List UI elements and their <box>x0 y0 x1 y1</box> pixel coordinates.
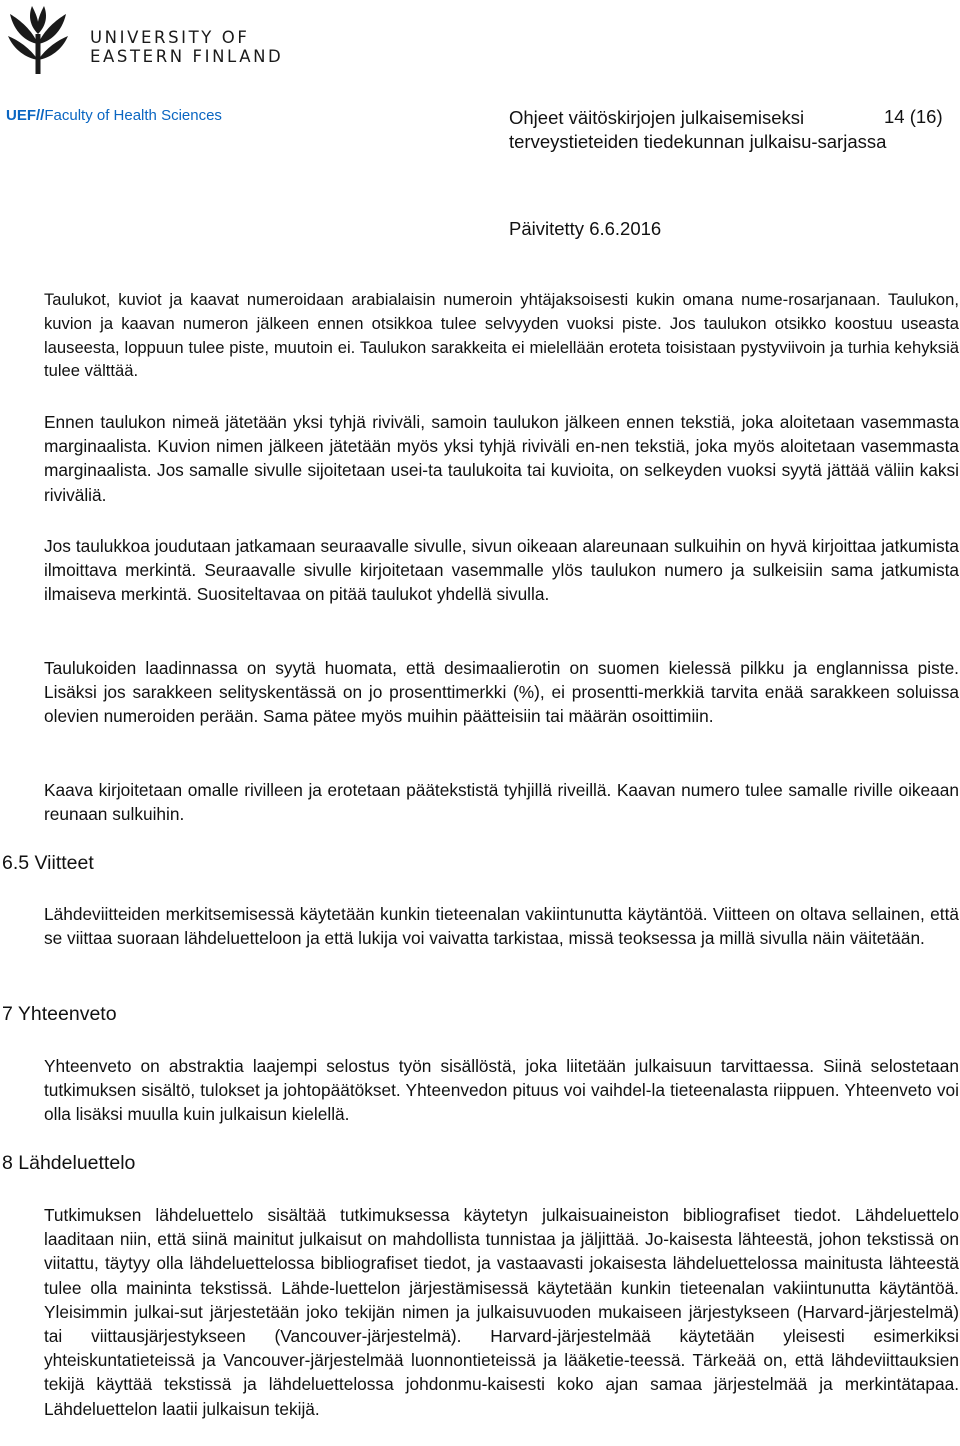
university-name-line1: UNIVERSITY OF <box>90 28 250 47</box>
section-heading-yhteenveto: 7 Yhteenveto <box>2 1003 117 1025</box>
paragraph-table-spacing: Ennen taulukon nimeä jätetään yksi tyhjä riviväli, samoin taulukon jälkeen ennen tekstiä, joka aloitetaan vasemmasta marginaalista. Kuvion nimen jälkeen jätetään myös yksi tyhjä riviväli en-nen tekstiä, joka myös aloitetaan vasemmasta marginaalista. Jos samalle sivulle sijoitetaan usei-ta taulukoita tai kuvioita, on selkeyden vuoksi syytä jättää väliin kaksi riviväliä. <box>44 412 959 505</box>
page-number: 14 (16) <box>884 106 943 127</box>
faculty-name: Faculty of Health Sciences <box>44 107 222 124</box>
document-title: Ohjeet väitöskirjojen julkaisemiseksi terveystieteiden tiedekunnan julkaisu-sarjassa <box>509 107 887 152</box>
faculty-uef-prefix: UEF// <box>6 107 45 124</box>
paragraph-formula: Kaava kirjoitetaan omalle rivilleen ja erotetaan päätekstistä tyhjillä riveillä. Kaavan numero tulee samalle riville oikeaan reunaan sulkuihin. <box>44 780 959 825</box>
faculty-label <box>6 107 222 124</box>
paragraph-bibliography: Tutkimuksen lähdeluettelo sisältää tutkimuksessa käytetyn julkaisuaineiston bibliografiset tiedot. Lähdeluettelo laaditaan niin, että siinä mainitut julkaisut on mahdollista tunnistaa ja jäljittää. Jo-kaisesta lähteestä, johon tekstissä on viitattu, täytyy olla lähdeluettelossa bibliografiset tiedot, ja vastaavasti jokaisesta lähdeluettelossa mainitusta lähteestä tulee olla maininta tekstissä. Lähde-luettelon järjestämisessä käytetään kunkin tieteenalan vakiintunutta käytäntöä. Yleisimmin julkai-sut järjestetään joko tekijän nimen ja julkaisuvuoden mukaiseen järjestykseen (Harvard-järjestelmä) tai viittausjärjestykseen (Vancouver-järjestelmä). Harvard-järjestelmää käytetään yleisesti esimerkiksi yhteiskuntatieteissä ja Vancouver-järjestelmää luonnontieteissä ja lääketie-teessä. Tärkeää on, että lähdeviittauksien tekijä käyttää tekstissä ja lähdeluettelossa johdonmu-kaisesti koko ajan samaa järjestelmää ja merkintätapaa. Lähdeluettelon laatii julkaisun tekijä. <box>44 1205 959 1419</box>
updated-date: Päivitetty 6.6.2016 <box>509 218 662 239</box>
paragraph-references: Lähdeviitteiden merkitsemisessä käytetään kunkin tieteenalan vakiintunutta käytäntöä. Viitteen on oltava sellainen, että se viittaa suoraan lähdeluetteloon ja että lukija voi vaivatta tarkistaa, missä teoksessa ja millä sivulla näin väitetään. <box>44 904 959 949</box>
university-name <box>90 28 283 66</box>
university-name-line2: EASTERN FINLAND <box>90 47 284 66</box>
paragraph-decimal-separator: Taulukoiden laadinnassa on syytä huomata, että desimaalierotin on suomen kielessä pilkku ja englannissa piste. Lisäksi jos sarakkeen selityskentässä on jo prosenttimerkki (%), ei prosentti-merkkiä tarvita enää sarakkeen soluissa olevien numeroiden perään. Sama pätee myös muihin päätteisiin tai määrän osoittimiin. <box>44 658 959 727</box>
paragraph-tables-numbering: Taulukot, kuviot ja kaavat numeroidaan arabialaisin numeroin yhtäjaksoisesti kukin omana nume-rosarjanaan. Taulukon, kuvion ja kaavan numeron jälkeen ennen otsikkoa tulee selvyyden vuoksi piste. Jos taulukon otsikko koostuu useasta lauseesta, loppuun tulee piste, muutoin ei. Taulukon sarakkeita ei mielellään eroteta toisistaan pystyviivoin ja turhia kehyksiä tulee välttää. <box>44 290 959 381</box>
section-heading-viitteet: 6.5 Viitteet <box>2 852 94 874</box>
paragraph-table-continuation: Jos taulukkoa joudutaan jatkamaan seuraavalle sivulle, sivun oikeaan alareunaan sulkuihin on hyvä kirjoittaa jatkumista ilmoittava merkintä. Seuraavalle sivulle kirjoitetaan vasemmalle ylös taulukon numero ja sulkeisiin sama jatkumista ilmaiseva merkintä. Suositeltavaa on pitää taulukot yhdellä sivulla. <box>44 536 959 605</box>
section-heading-lahdeluettelo: 8 Lähdeluettelo <box>2 1152 136 1174</box>
paragraph-summary: Yhteenveto on abstraktia laajempi selostus työn sisällöstä, joka liitetään julkaisuun tarvittaessa. Siinä selostetaan tutkimuksen sisältö, tulokset ja johtopäätökset. Yhteenvedon pituus voi vaihdel-la tieteenalasta riippuen. Yhteenveto voi olla lisäksi muulla kuin julkaisun kielellä. <box>44 1056 959 1125</box>
